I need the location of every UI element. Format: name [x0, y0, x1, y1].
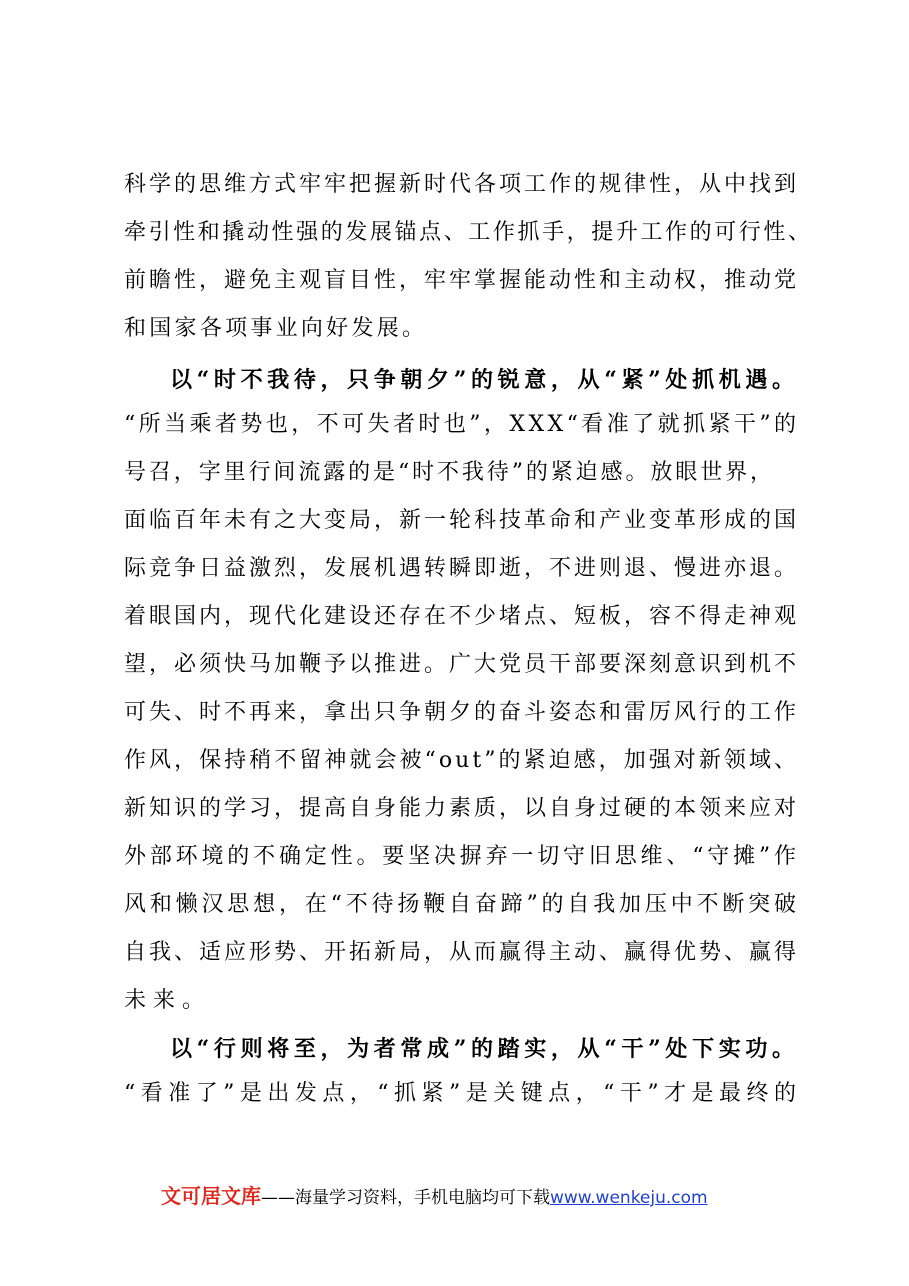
- text-line: [0, 981, 909, 1021]
- paragraph-text: 号召，字里行间流露的是“时不我待”的紧迫感。放眼世界，: [124, 460, 775, 485]
- paragraph-text: 望，必须快马加鞭予以推进。广大党员干部要深刻意识到机不: [124, 652, 799, 677]
- paragraph-text: 可失、时不再来，拿出只争朝夕的奋斗姿态和雷厉风行的工作: [124, 700, 799, 725]
- text-line: [0, 309, 909, 349]
- section-heading: [0, 1029, 909, 1069]
- paragraph-text: 新知识的学习，提高自身能力素质，以自身过硬的本领来应对: [124, 796, 799, 821]
- text-line: [0, 741, 909, 781]
- text-line: [0, 405, 909, 445]
- paragraph-text: 际竞争日益激烈，发展机遇转瞬即逝，不进则退、慢进亦退。: [124, 556, 799, 581]
- section-heading: [0, 360, 909, 400]
- paragraph-text: 未来。: [124, 988, 211, 1013]
- text-line: [0, 261, 909, 301]
- heading-text: 以“行则将至，为者常成”的踏实，从“干”处下实功。: [170, 1036, 799, 1062]
- paragraph-text: 作风，保持稍不留神就会被“out”的紧迫感，加强对新领域、: [124, 748, 800, 773]
- text-line: [0, 165, 909, 205]
- paragraph-text: 着眼国内，现代化建设还存在不少堵点、短板，容不得走神观: [124, 604, 799, 629]
- text-line: [0, 213, 909, 253]
- text-line: [0, 645, 909, 685]
- text-line: [0, 549, 909, 589]
- text-line: [0, 789, 909, 829]
- heading-text: 以“时不我待，只争朝夕”的锐意，从“紧”处抓机遇。: [170, 367, 799, 393]
- paragraph-text: 面临百年未有之大变局，新一轮科技革命和产业变革形成的国: [124, 508, 799, 533]
- paragraph-text: 风和懒汉思想，在“不待扬鞭自奋蹄”的自我加压中不断突破: [124, 892, 800, 917]
- paragraph-text: 外部环境的不确定性。要坚决摒弃一切守旧思维、“守摊”作: [124, 844, 800, 869]
- text-line: [0, 837, 909, 877]
- text-line: [0, 1074, 909, 1114]
- text-line: [0, 501, 909, 541]
- paragraph-text: 自我、适应形势、开拓新局，从而赢得主动、赢得优势、赢得: [124, 940, 799, 965]
- text-line: [0, 693, 909, 733]
- footer-brand: 文可居文库: [161, 1184, 261, 1208]
- paragraph-text: 牵引性和撬动性强的发展锚点、工作抓手，提升工作的可行性、: [124, 220, 813, 245]
- text-line: [0, 933, 909, 973]
- text-line: [0, 885, 909, 925]
- paragraph-text: 科学的思维方式牢牢把握新时代各项工作的规律性，从中找到: [124, 172, 799, 197]
- text-line: [0, 453, 909, 493]
- paragraph-text: “所当乘者势也，不可失者时也”，XXX“看准了就抓紧干”的: [124, 412, 800, 437]
- footer-tagline: ——海量学习资料，手机电脑均可下载: [261, 1188, 550, 1208]
- text-line: [0, 597, 909, 637]
- paragraph-text: 前瞻性，避免主观盲目性，牢牢掌握能动性和主动权，推动党: [124, 268, 799, 293]
- footer-link[interactable]: www.wenkeju.com: [550, 1188, 708, 1208]
- paragraph-text: “看准了”是出发点，“抓紧”是关键点，“干”才是最终的: [124, 1081, 802, 1106]
- paragraph-text: 和国家各项事业向好发展。: [124, 316, 428, 341]
- footer-banner: [161, 1181, 708, 1211]
